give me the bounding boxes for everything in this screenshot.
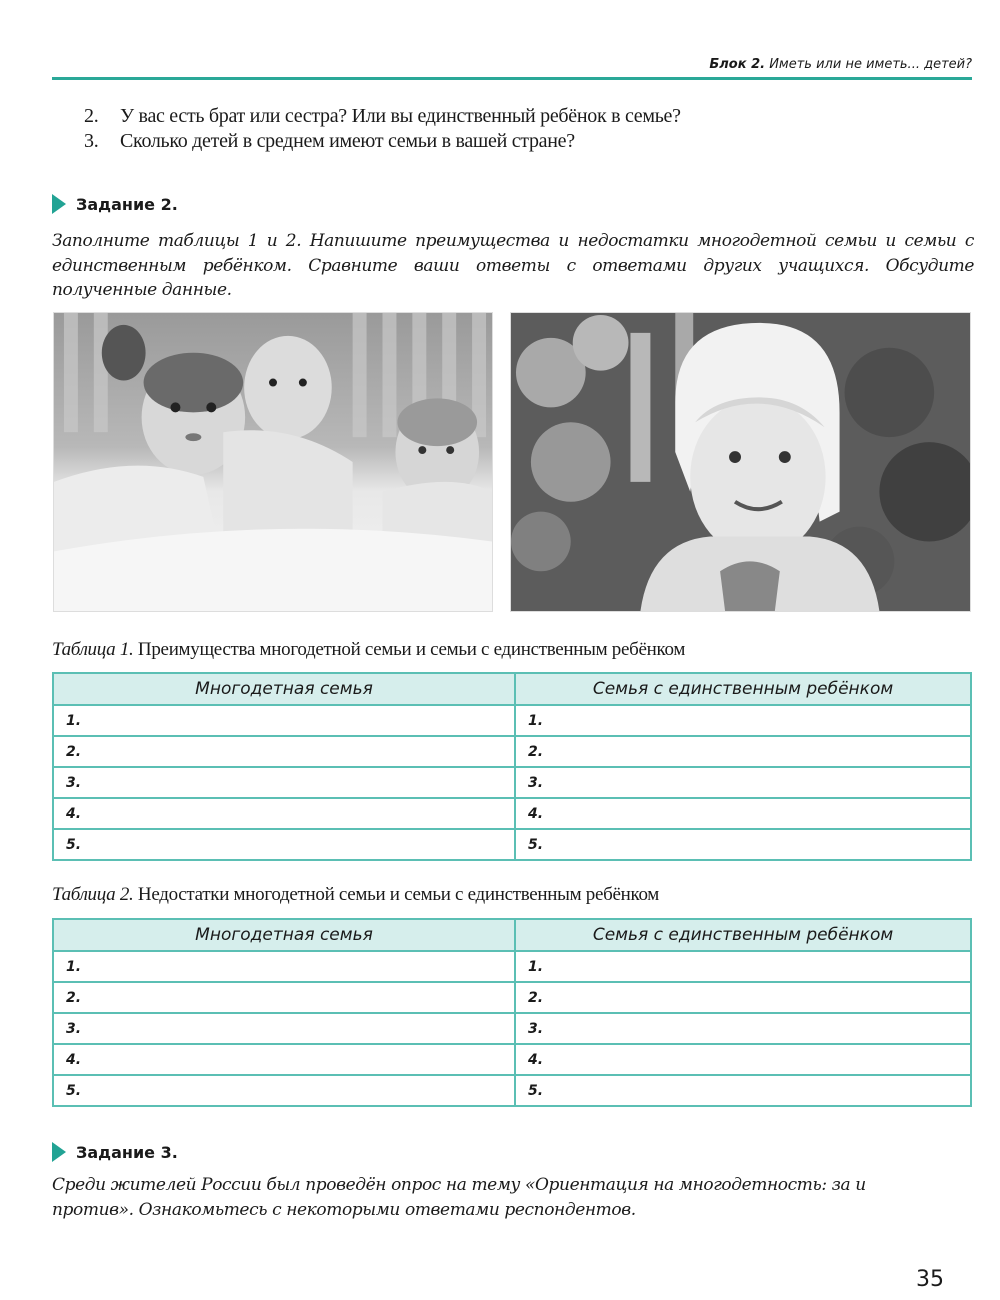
question-list (84, 104, 681, 154)
photo-three-babies (53, 312, 493, 612)
table-cell[interactable]: 4. (515, 1044, 971, 1075)
question-text: У вас есть брат или сестра? Или вы единственный ребёнок в семье? (120, 105, 681, 127)
table-cell[interactable]: 1. (53, 705, 515, 736)
table-row (53, 982, 971, 1013)
table-header-row (53, 919, 971, 951)
table1-title: Преимущества многодетной семьи и семьи с единственным ребёнком (133, 639, 686, 660)
table-row (53, 1075, 971, 1106)
table-row (53, 736, 971, 767)
table-cell[interactable]: 4. (515, 798, 971, 829)
table-cell[interactable]: 5. (515, 829, 971, 860)
block-title: Иметь или не иметь... детей? (769, 57, 972, 72)
table-row (53, 829, 971, 860)
table-cell[interactable]: 2. (515, 736, 971, 767)
column-header-only-child: Семья с единственным ребёнком (515, 673, 971, 705)
question-item (84, 104, 681, 129)
task3-instruction: Среди жителей России был проведён опрос на тему «Ориентация на многодетность: за и против». Ознакомьтесь с некоторыми ответами респондентов. (52, 1175, 866, 1220)
table-cell[interactable]: 3. (515, 767, 971, 798)
girl-image-icon (511, 313, 970, 611)
table-row (53, 767, 971, 798)
table1-caption (52, 639, 685, 661)
table-cell[interactable]: 1. (515, 705, 971, 736)
table-cell[interactable]: 4. (53, 1044, 515, 1075)
table1-advantages (52, 672, 972, 861)
babies-image-icon (54, 313, 492, 611)
play-triangle-icon (52, 1142, 66, 1162)
column-header-large-family: Многодетная семья (53, 673, 515, 705)
question-number: 2. (84, 105, 99, 127)
table1-label: Таблица 1. (52, 639, 134, 660)
table-cell[interactable]: 5. (53, 829, 515, 860)
table-row (53, 1013, 971, 1044)
table-cell[interactable]: 4. (53, 798, 515, 829)
table-cell[interactable]: 2. (515, 982, 971, 1013)
table2-label: Таблица 2. (52, 884, 134, 905)
header-divider (52, 77, 972, 80)
table-cell[interactable]: 3. (53, 767, 515, 798)
table-cell[interactable]: 5. (53, 1075, 515, 1106)
table-header-row (53, 673, 971, 705)
table2-caption (52, 884, 659, 906)
table-cell[interactable]: 3. (515, 1013, 971, 1044)
table-cell[interactable]: 2. (53, 982, 515, 1013)
task2-heading (52, 194, 178, 214)
table-cell[interactable]: 2. (53, 736, 515, 767)
table2-title: Недостатки многодетной семьи и семьи с единственным ребёнком (133, 884, 660, 905)
table-row (53, 951, 971, 982)
table-cell[interactable]: 3. (53, 1013, 515, 1044)
page-number: 35 (916, 1267, 944, 1292)
table-cell[interactable]: 1. (53, 951, 515, 982)
play-triangle-icon (52, 194, 66, 214)
task3-heading (52, 1142, 178, 1162)
task3-title: Задание 3. (76, 1142, 178, 1162)
photo-girl-in-bonnet (510, 312, 971, 612)
running-header (709, 57, 972, 72)
column-header-large-family: Многодетная семья (53, 919, 515, 951)
question-item (84, 129, 681, 154)
table-row (53, 798, 971, 829)
table-cell[interactable]: 5. (515, 1075, 971, 1106)
table-cell[interactable]: 1. (515, 951, 971, 982)
task2-title: Задание 2. (76, 194, 178, 214)
block-label: Блок 2. (709, 57, 766, 72)
table2-disadvantages (52, 918, 972, 1107)
task2-instruction: Заполните таблицы 1 и 2. Напишите преимущества и недостатки многодетной семьи и семьи с единственным ребёнком. Сравните ваши ответы с ответами других учащихся. Обсудите полученные данные. (52, 231, 974, 300)
column-header-only-child: Семья с единственным ребёнком (515, 919, 971, 951)
question-text: Сколько детей в среднем имеют семьи в вашей стране? (120, 130, 575, 152)
table-row (53, 1044, 971, 1075)
question-number: 3. (84, 130, 99, 152)
table-row (53, 705, 971, 736)
